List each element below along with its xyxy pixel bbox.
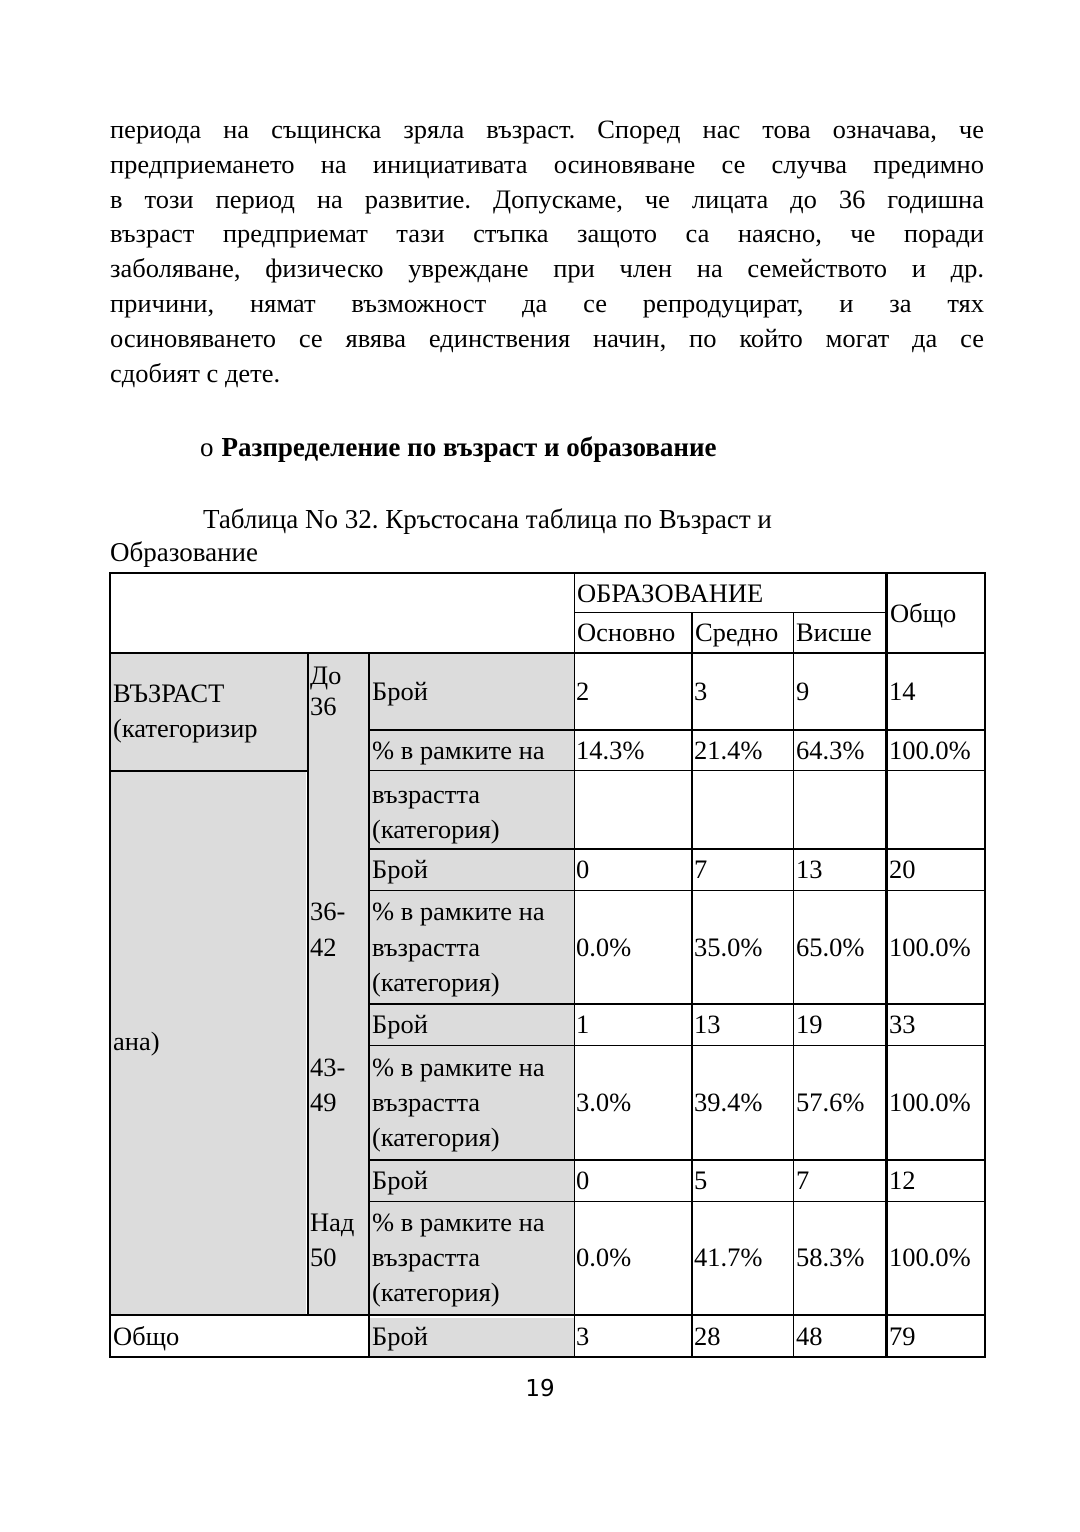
- table-cell: 19: [796, 1009, 823, 1039]
- paragraph-line: периода на същинска зряла възраст. Според нас това означава, че: [110, 114, 984, 144]
- table-caption-continued: Образование: [110, 537, 258, 567]
- paragraph-line: причини, нямат възможност да се репродуцират, и за тях: [110, 287, 984, 318]
- table-cell: 13: [694, 1009, 721, 1039]
- table-cell: 100.0%: [889, 1087, 971, 1117]
- age-group-label: 43-: [310, 1052, 346, 1082]
- table-cell: 65.0%: [796, 932, 865, 962]
- table-cell: 39.4%: [694, 1087, 763, 1117]
- row-dimension-label: ВЪЗРАСТ: [113, 678, 225, 708]
- table-cell: 100.0%: [889, 932, 971, 962]
- percent-label: % в рамките на: [372, 1052, 545, 1082]
- table-cell: 2: [576, 676, 590, 706]
- table-cell: 64.3%: [796, 735, 865, 765]
- table-cell: 14: [889, 676, 916, 706]
- percent-label: възрастта: [372, 779, 481, 809]
- paragraph-line: осиновяването се явява единствения начин, по който могат да се: [110, 322, 984, 353]
- table-cell: 0.0%: [576, 932, 632, 962]
- column-header: Основно: [577, 617, 676, 647]
- age-group-label: 36: [310, 691, 337, 721]
- table-cell: 0: [576, 854, 590, 884]
- paragraph-line: предприемането на инициативата осиновяване се случва предимно: [110, 148, 984, 179]
- total-column-header: Общо: [890, 598, 957, 628]
- paragraph-line: възраст предприемат тази стъпка защото са наясно, че поради: [110, 218, 984, 249]
- table-cell: 21.4%: [694, 735, 763, 765]
- count-label: Брой: [372, 854, 428, 884]
- age-group-label: 50: [310, 1242, 337, 1272]
- table-cell: 14.3%: [576, 735, 645, 765]
- table-cell: 3: [576, 1321, 590, 1351]
- table-cell: 79: [889, 1321, 916, 1351]
- percent-label: % в рамките на: [372, 735, 545, 765]
- total-row-label: Общо: [113, 1321, 180, 1351]
- paragraph-line: в този период на развитие. Допускаме, че лицата до 36 годишна: [110, 183, 984, 214]
- age-group-label: 36-: [310, 896, 346, 926]
- percent-label: % в рамките на: [372, 896, 545, 926]
- table-cell: 7: [694, 854, 708, 884]
- table-cell: 3: [694, 676, 708, 706]
- crosstab-table: [109, 572, 986, 1358]
- count-label: Брой: [372, 676, 428, 706]
- age-group-label: 42: [310, 932, 337, 962]
- count-label: Брой: [372, 1009, 428, 1039]
- page-number: 19: [525, 1376, 555, 1402]
- percent-label: възрастта: [372, 1242, 481, 1272]
- table-cell: 100.0%: [889, 1242, 971, 1272]
- table-cell: 7: [796, 1165, 810, 1195]
- column-header: Висше: [796, 617, 872, 647]
- percent-label: % в рамките на: [372, 1207, 545, 1237]
- row-dimension-label: ана): [113, 1026, 160, 1056]
- table-cell: 5: [694, 1165, 708, 1195]
- table-cell: 1: [576, 1009, 590, 1039]
- table-cell: 58.3%: [796, 1242, 865, 1272]
- table-cell: 3.0%: [576, 1087, 632, 1117]
- table-cell: 48: [796, 1321, 823, 1351]
- section-heading: [200, 430, 717, 464]
- percent-label: възрастта: [372, 932, 481, 962]
- education-header: ОБРАЗОВАНИЕ: [577, 578, 764, 608]
- table-cell: 28: [694, 1321, 721, 1351]
- table-cell: 13: [796, 854, 823, 884]
- table-cell: 9: [796, 676, 810, 706]
- row-dimension-label: (категоризир: [113, 713, 258, 743]
- age-group-label: До: [310, 660, 342, 690]
- percent-label: (категория): [372, 1277, 500, 1307]
- age-group-label: Над: [310, 1207, 355, 1237]
- count-label: Брой: [372, 1321, 428, 1351]
- paragraph-line: сдобият с дете.: [110, 357, 281, 388]
- table-cell: 57.6%: [796, 1087, 865, 1117]
- paragraph-line: заболяване, физическо увреждане при член на семейството и др.: [110, 253, 984, 284]
- table-cell: 41.7%: [694, 1242, 763, 1272]
- bullet-icon: o: [200, 432, 214, 462]
- body-paragraph: [110, 112, 984, 390]
- table-cell: 20: [889, 854, 916, 884]
- count-label: Брой: [372, 1165, 428, 1195]
- table-cell: 100.0%: [889, 735, 971, 765]
- column-header: Средно: [695, 617, 779, 647]
- age-group-label: 49: [310, 1087, 337, 1117]
- section-heading-text: Разпределение по възраст и образование: [221, 432, 717, 462]
- table-cell: 0: [576, 1165, 590, 1195]
- percent-label: (категория): [372, 967, 500, 997]
- percent-label: (категория): [372, 1122, 500, 1152]
- percent-label: възрастта: [372, 1087, 481, 1117]
- percent-label: (категория): [372, 814, 500, 844]
- table-cell: 35.0%: [694, 932, 763, 962]
- table-cell: 33: [889, 1009, 916, 1039]
- table-cell: 0.0%: [576, 1242, 632, 1272]
- table-cell: 12: [889, 1165, 916, 1195]
- table-caption: Таблица No 32. Кръстосана таблица по Възраст и: [203, 504, 772, 534]
